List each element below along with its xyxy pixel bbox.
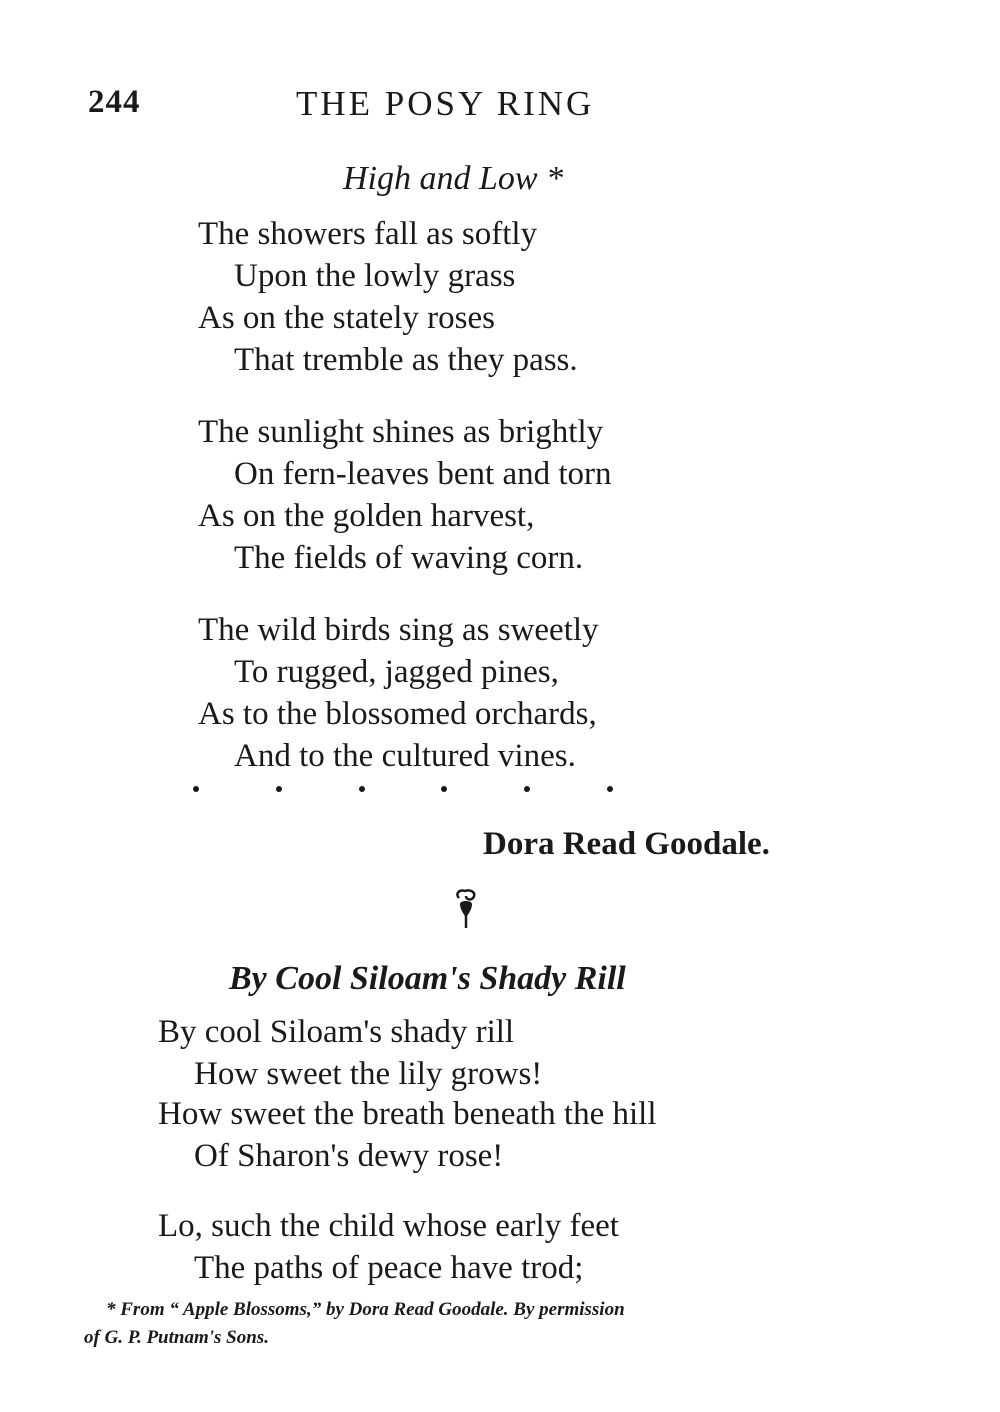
poem-line: The paths of peace have trod; xyxy=(194,1250,584,1286)
poem-line: The wild birds sing as sweetly xyxy=(198,612,599,648)
poem-line: How sweet the breath beneath the hill xyxy=(158,1096,657,1132)
poem-line: And to the cultured vines. xyxy=(234,738,576,774)
ellipsis-dot xyxy=(607,786,613,792)
fleuron-ornament-icon xyxy=(451,888,481,930)
poem-line: As on the stately roses xyxy=(198,300,495,336)
ellipsis-dot xyxy=(276,786,282,792)
poem-line: The fields of waving corn. xyxy=(234,540,584,576)
poem-line: Upon the lowly grass xyxy=(234,258,516,294)
poem-line: To rugged, jagged pines, xyxy=(234,654,559,690)
page-number: 244 xyxy=(88,84,141,120)
ellipsis-dot xyxy=(193,786,199,792)
poem-line: By cool Siloam's shady rill xyxy=(158,1014,515,1050)
poem-line: The sunlight shines as brightly xyxy=(198,414,604,450)
ellipsis-dots xyxy=(193,786,613,792)
ellipsis-dot xyxy=(524,786,530,792)
poem-line: That tremble as they pass. xyxy=(234,342,578,378)
poem-title-by-cool-siloams-shady-rill: By Cool Siloam's Shady Rill xyxy=(229,960,626,997)
poem-author: Dora Read Goodale. xyxy=(483,826,770,862)
poem-line: Of Sharon's dewy rose! xyxy=(194,1138,504,1174)
footnote-line: * From “ Apple Blossoms,” by Dora Read Goodale. By permission xyxy=(106,1299,625,1320)
poem-title-high-and-low: High and Low * xyxy=(343,160,564,197)
poem-line: How sweet the lily grows! xyxy=(194,1056,543,1092)
footnote xyxy=(84,1296,844,1352)
poem-line: As to the blossomed orchards, xyxy=(198,696,597,732)
ellipsis-dot xyxy=(441,786,447,792)
poem-line: Lo, such the child whose early feet xyxy=(158,1208,619,1244)
ellipsis-dot xyxy=(359,786,365,792)
poem-line: On fern-leaves bent and torn xyxy=(234,456,612,492)
footnote-line: of G. P. Putnam's Sons. xyxy=(84,1327,269,1348)
poem-line: As on the golden harvest, xyxy=(198,498,535,534)
running-head: THE POSY RING xyxy=(296,84,595,123)
poem-line: The showers fall as softly xyxy=(198,216,538,252)
